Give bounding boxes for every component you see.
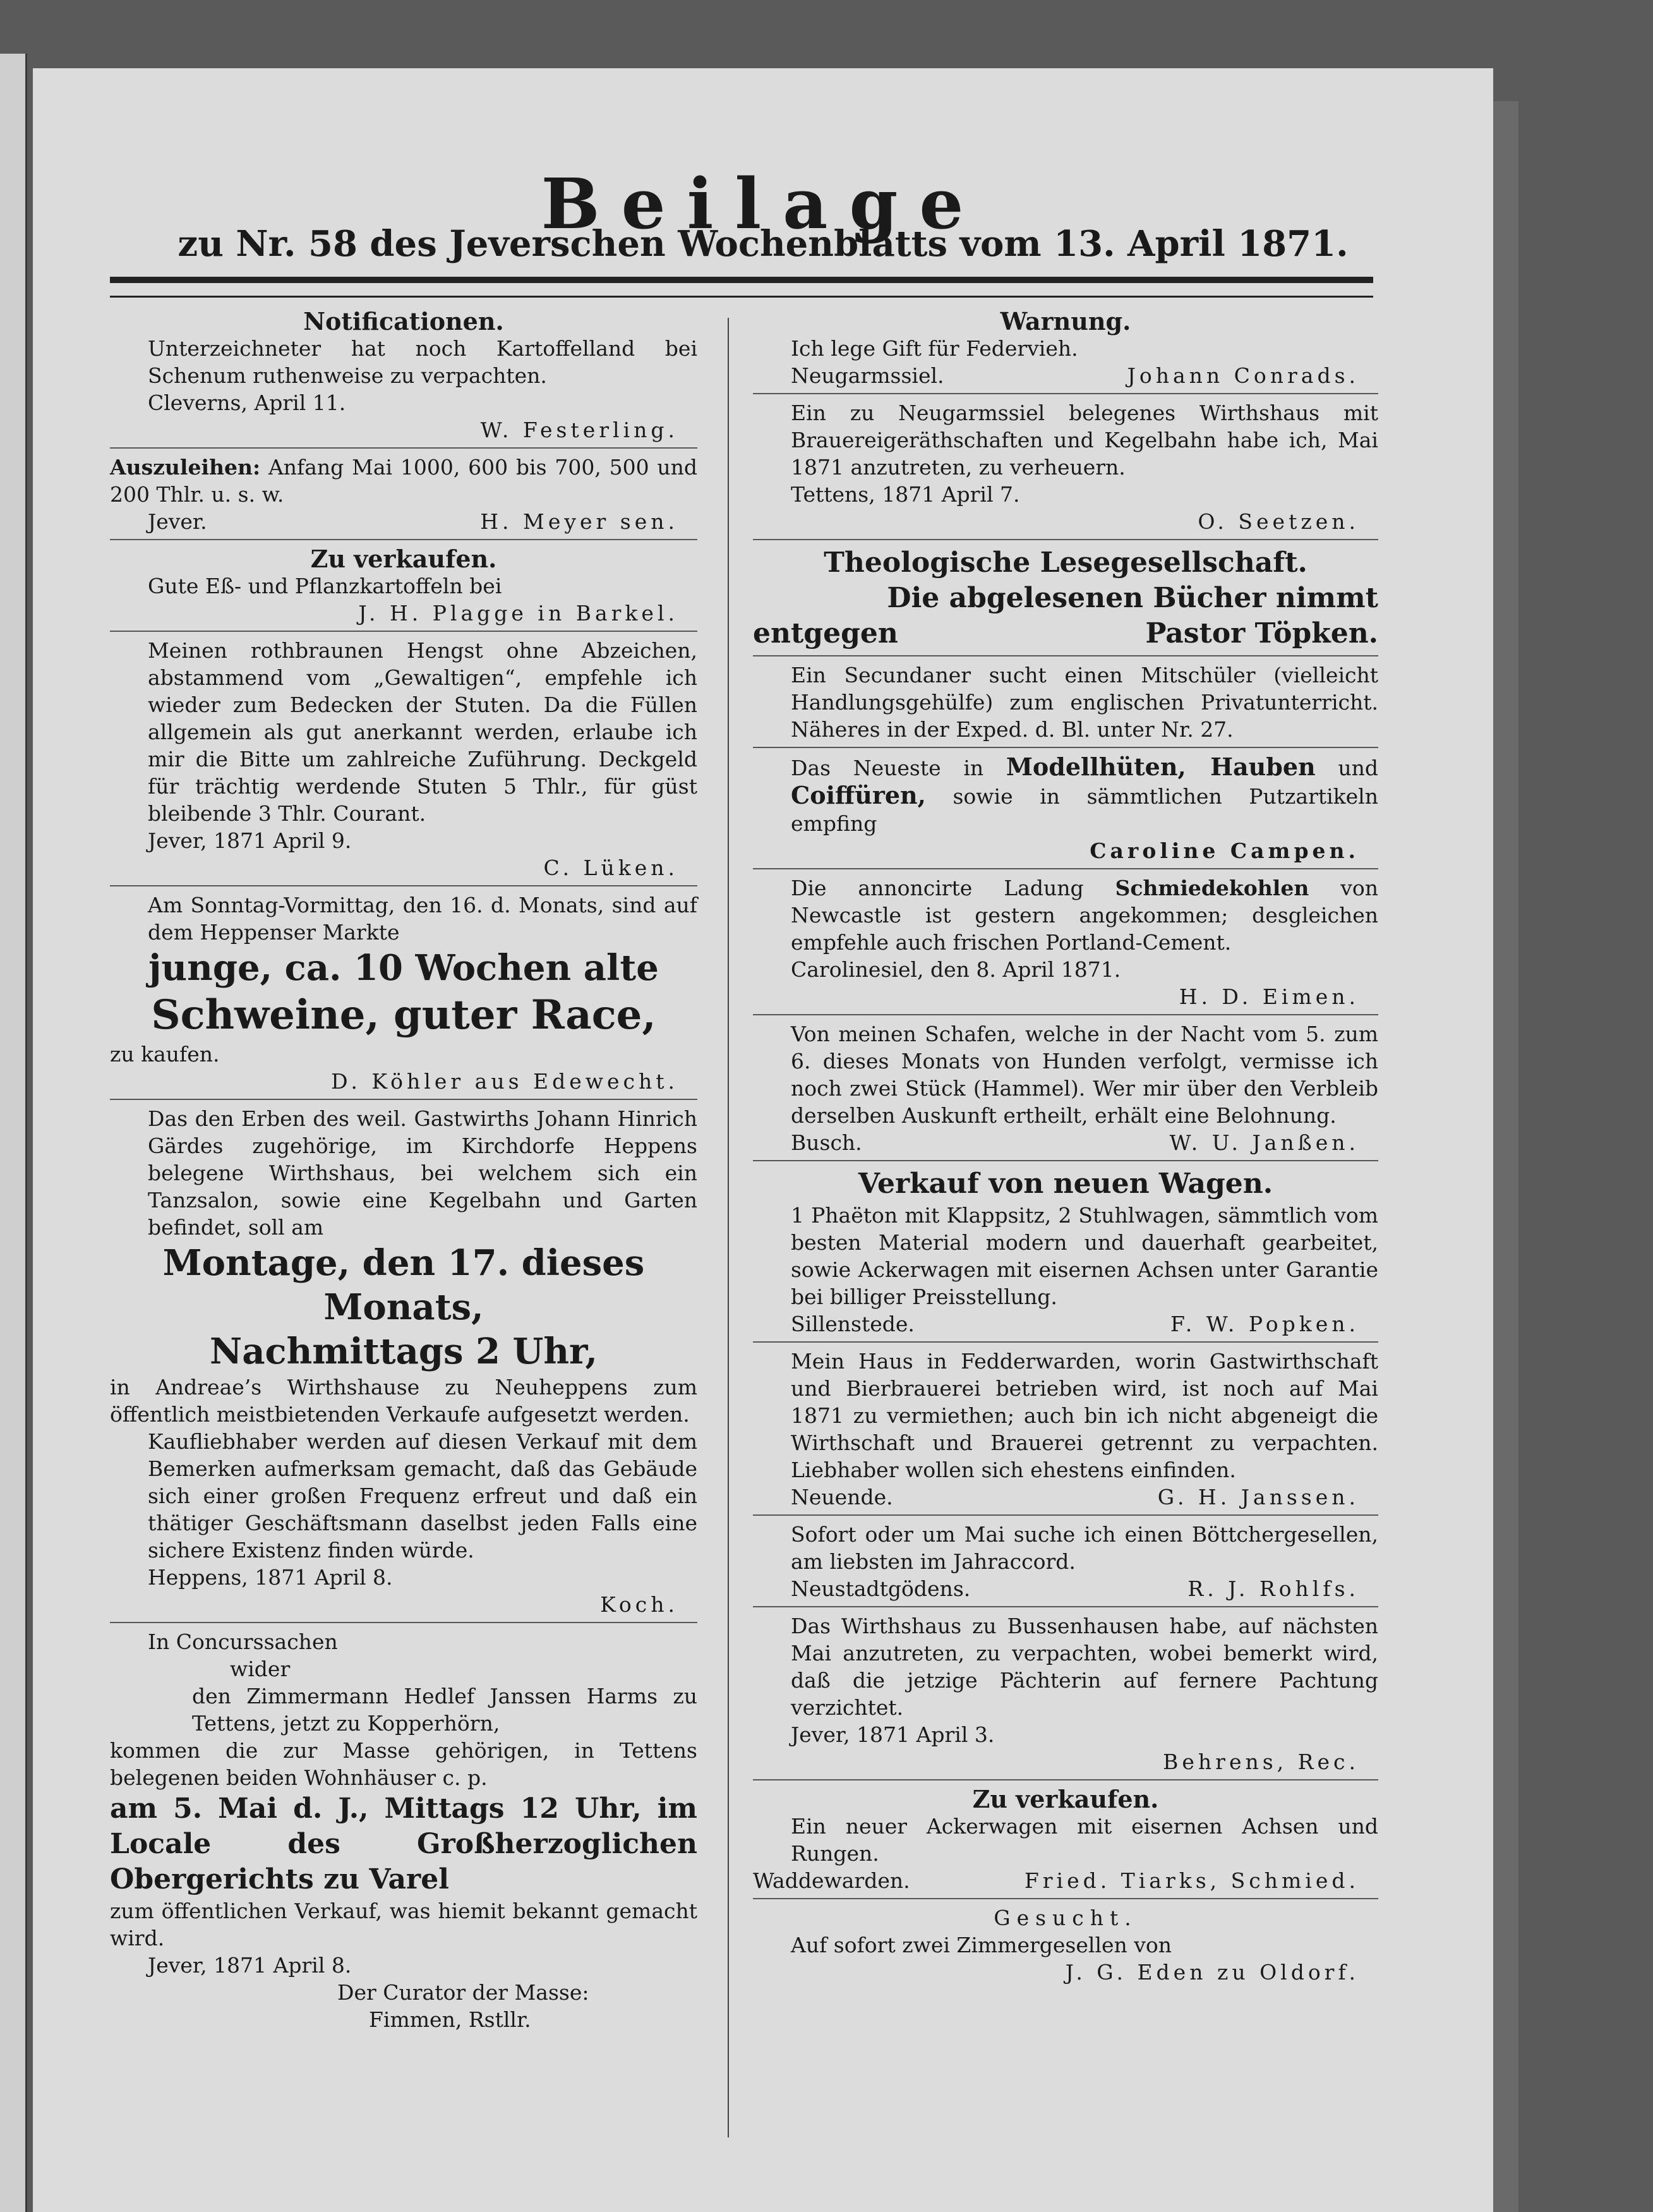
ad-signature: W. Festerling. [480,418,678,442]
ad-heading: Auszuleihen: [110,455,261,480]
page-subtitle: zu Nr. 58 des Jeverschen Wochenblatts vom 13. April 1871. [177,223,1349,265]
ad-place: Jever, 1871 April 8. [148,1953,352,1978]
header-rule [110,277,1373,298]
ad-text: kommen die zur Masse gehörigen, in Tettens belegenen beiden Wohnhäuser c. p. [110,1738,697,1790]
ad-highlight: entgegen [753,617,898,650]
ad-place: Carolinesiel, den 8. April 1871. [791,957,1121,982]
ad-text: Gute Eß- und Pflanzkartoffeln bei [148,574,502,598]
ad-modellhueten [753,751,1378,869]
ad-signature: Johann Conrads. [1127,363,1359,388]
ad-highlight: junge, ca. 10 Wochen alte [148,947,659,989]
ad-place: Neuende. [791,1485,893,1509]
ad-text: Ein zu Neugarmssiel belegenes Wirthshaus mit Brauereigeräthschaften und Kegelbahn habe ich, Mai 1871 anzutreten, zu verheuern. [791,401,1378,480]
ad-text: Das Neueste in [791,756,984,780]
ad-warnung [753,305,1378,394]
ad-place: Tettens, 1871 April 7. [791,482,1020,507]
ad-signature: Behrens, Rec. [1163,1750,1359,1774]
ad-highlight: Schmiedekohlen [1115,876,1309,900]
ad-text: von Newcastle ist gestern angekommen; desgleichen empfehle auch frischen Portland-Cement. [791,876,1378,955]
ad-highlight: Coiffüren, [791,781,926,809]
ad-place: Waddewarden. [753,1868,910,1893]
ad-zu-verkaufen-kartoffeln [110,543,697,632]
ad-schmiedekohlen [753,872,1378,1015]
ad-place: Jever. [148,509,207,534]
page-title: Beilage [541,163,985,245]
ad-text: Meinen rothbraunen Hengst ohne Abzeichen, abstammend vom „Gewaltigen“, empfehle ich wieder zum Bedecken der Stuten. Da die Füllen allgemein als gut anerkannt werden, erlaube ich mir die Bitte um zahlreiche Zuführung. Deckgeld für trächtig werdende Stuten 5 Thlr., für güst bleibende 3 Thlr. Courant. [148,638,697,826]
ad-signature: Der Curator der Masse: [337,1980,589,2005]
ad-text: Das den Erben des weil. Gastwirths Johann Hinrich Gärdes zugehörige, im Kirchdorfe Heppens belegene Wirthshaus, bei welchem sich ein Tanzsalon, sowie eine Kegelbahn und Garten befindet, soll am [148,1106,697,1240]
ad-text: zu kaufen. [110,1042,220,1067]
ad-highlight: Schweine, guter Race, [151,991,656,1039]
ad-text: Auf sofort zwei Zimmergesellen von [791,1933,1172,1957]
ad-text: Von meinen Schafen, welche in der Nacht vom 5. zum 6. dieses Monats von Hunden verfolgt, vermisse ich noch zwei Stück (Hammel). Wer mir über den Verbleib derselben Auskunft ertheilt, erhält eine Belohnung. [791,1022,1378,1128]
ad-text: den Zimmermann Hedlef Janssen Harms zu Tettens, jetzt zu Kopperhörn, [192,1684,697,1736]
ad-signature: Koch. [600,1592,678,1617]
ad-haus-fedderwarden [753,1345,1378,1516]
ad-signature: D. Köhler aus Edewecht. [331,1069,678,1094]
ad-wirthshaus-heppens [110,1103,697,1623]
ad-heading: Notificationen. [303,307,504,335]
ad-concurs [110,1626,697,2037]
facing-page-edge [0,54,27,2212]
ad-place: Sillenstede. [791,1312,915,1336]
ad-text: zum öffentlichen Verkauf, was hiemit bekannt gemacht wird. [110,1899,697,1950]
ad-text: wider [230,1657,291,1681]
ad-signature: O. Seetzen. [1198,509,1359,534]
ad-place: Heppens, 1871 April 8. [148,1565,393,1590]
ad-signature: C. Lüken. [543,855,678,880]
ad-text: Am Sonntag-Vormittag, den 16. d. Monats, sind auf dem Heppenser Markte [148,893,697,945]
ad-place: Neugarmssiel. [791,363,944,388]
ad-notificationen [110,305,697,449]
ad-text: und [1338,756,1378,780]
newspaper-page [33,68,1493,2212]
ad-lesegesellschaft [753,543,1378,656]
ad-signature: W. U. Janßen. [1169,1130,1359,1155]
page-edge-shadow [1493,101,1518,2212]
ad-signature: J. G. Eden zu Oldorf. [1065,1960,1359,1985]
ad-text: Kaufliebhaber werden auf diesen Verkauf mit dem Bemerken aufmerksam gemacht, daß das Gebäude sich einer großen Frequenz erfreut und daß ein thätiger Geschäftsmann daselbst jeden Falls eine sichere Existenz finden würde. [148,1429,697,1562]
ad-heading: Verkauf von neuen Wagen. [858,1168,1273,1200]
ad-text: Mein Haus in Fedderwarden, worin Gastwirthschaft und Bierbrauerei betrieben wird, ist noch auf Mai 1871 zu vermiethen; auch bin ich nicht abgeneigt die Wirthschaft und Brauerei getrennt zu verpachten. Liebhaber wollen sich ehestens einfinden. [791,1349,1378,1482]
ad-text: Sofort oder um Mai suche ich einen Böttchergesellen, am liebsten im Jahraccord. [791,1522,1378,1574]
ad-text: Anfang Mai 1000, 600 bis 700, 500 und 200 Thlr. u. s. w. [110,455,697,507]
ad-text: in Andreae’s Wirthshause zu Neuheppens zum öffentlich meistbietenden Verkaufe aufgesetzt werden. [110,1375,697,1427]
ad-wirthshaus-neugarmssiel [753,397,1378,540]
ad-text: Ein neuer Ackerwagen mit eisernen Achsen und Rungen. [791,1814,1378,1866]
ad-heading: Theologische Lesegesellschaft. [824,547,1307,579]
ad-heading: Warnung. [1000,307,1131,335]
ad-signature: J. H. Plagge in Barkel. [358,601,678,626]
ad-signature: Caroline Campen. [1090,838,1359,863]
ad-heading: Zu verkaufen. [972,1785,1159,1813]
ad-schafe [753,1018,1378,1161]
ad-signature: F. W. Popken. [1170,1312,1359,1336]
ad-text: Ein Secundaner sucht einen Mitschüler (vielleicht Handlungsgehülfe) zum englischen Privatunterricht. Näheres in der Exped. d. Bl. unter Nr. 27. [791,663,1378,742]
ad-boettcher [753,1518,1378,1607]
ad-highlight: am 5. Mai d. J., Mittags 12 Uhr, im Locale des Großherzoglichen Obergerichts zu Varel [110,1792,697,1895]
ad-highlight: Nachmittags 2 Uhr, [210,1331,598,1372]
ad-signature: Fried. Tiarks, Schmied. [1024,1868,1359,1893]
ad-wagen [753,1164,1378,1343]
ad-signature: R. J. Rohlfs. [1187,1576,1359,1601]
ad-highlight: Die abgelesenen Bücher nimmt [887,582,1378,614]
ad-signature: Pastor Töpken. [1145,617,1378,650]
ad-place: Jever, 1871 April 3. [791,1722,995,1747]
ad-place: Neustadtgödens. [791,1576,971,1601]
ad-ackerwagen [753,1783,1378,1899]
left-column [110,305,697,2040]
ad-signature: Fimmen, Rstllr. [369,2007,531,2032]
ad-signature: H. D. Eimen. [1179,984,1359,1009]
ad-text: In Concurssachen [148,1629,338,1654]
ad-bussenhausen [753,1610,1378,1780]
ad-place: Jever, 1871 April 9. [148,828,352,853]
ad-place: Cleverns, April 11. [148,390,346,415]
column-divider [728,318,729,2137]
ad-text: Das Wirthshaus zu Bussenhausen habe, auf nächsten Mai anzutreten, zu verpachten, wobei bemerkt wird, daß die jetzige Pächterin auf fernere Pachtung verzichtet. [791,1614,1378,1720]
ad-secundaner [753,659,1378,748]
ad-signature: G. H. Janssen. [1157,1485,1359,1509]
ad-text: sowie in sämmtlichen Putzartikeln empfing [791,784,1378,836]
ad-text: 1 Phaëton mit Klappsitz, 2 Stuhlwagen, sämmtlich vom besten Material modern und dauerhaft gearbeitet, sowie Ackerwagen mit eisernen Achsen unter Garantie bei billiger Preisstellung. [791,1203,1378,1309]
ad-highlight: Modellhüten, Hauben [1006,752,1316,781]
ad-hengst [110,634,697,886]
ad-auszuleihen [110,451,697,540]
ad-highlight: Montage, den 17. dieses Monats, [162,1242,645,1328]
ad-heading: Gesucht. [994,1906,1138,1930]
right-column [753,305,1378,1992]
ad-heading: Zu verkaufen. [310,545,497,573]
ad-signature: H. Meyer sen. [480,509,678,534]
ad-place: Busch. [791,1130,862,1155]
ad-text: Die annoncirte Ladung [791,876,1084,900]
ad-gesucht [753,1902,1378,1990]
ad-text: Ich lege Gift für Federvieh. [791,336,1078,361]
ad-schweine [110,889,697,1100]
ad-text: Unterzeichneter hat noch Kartoffelland bei Schenum ruthenweise zu verpachten. [148,336,697,388]
